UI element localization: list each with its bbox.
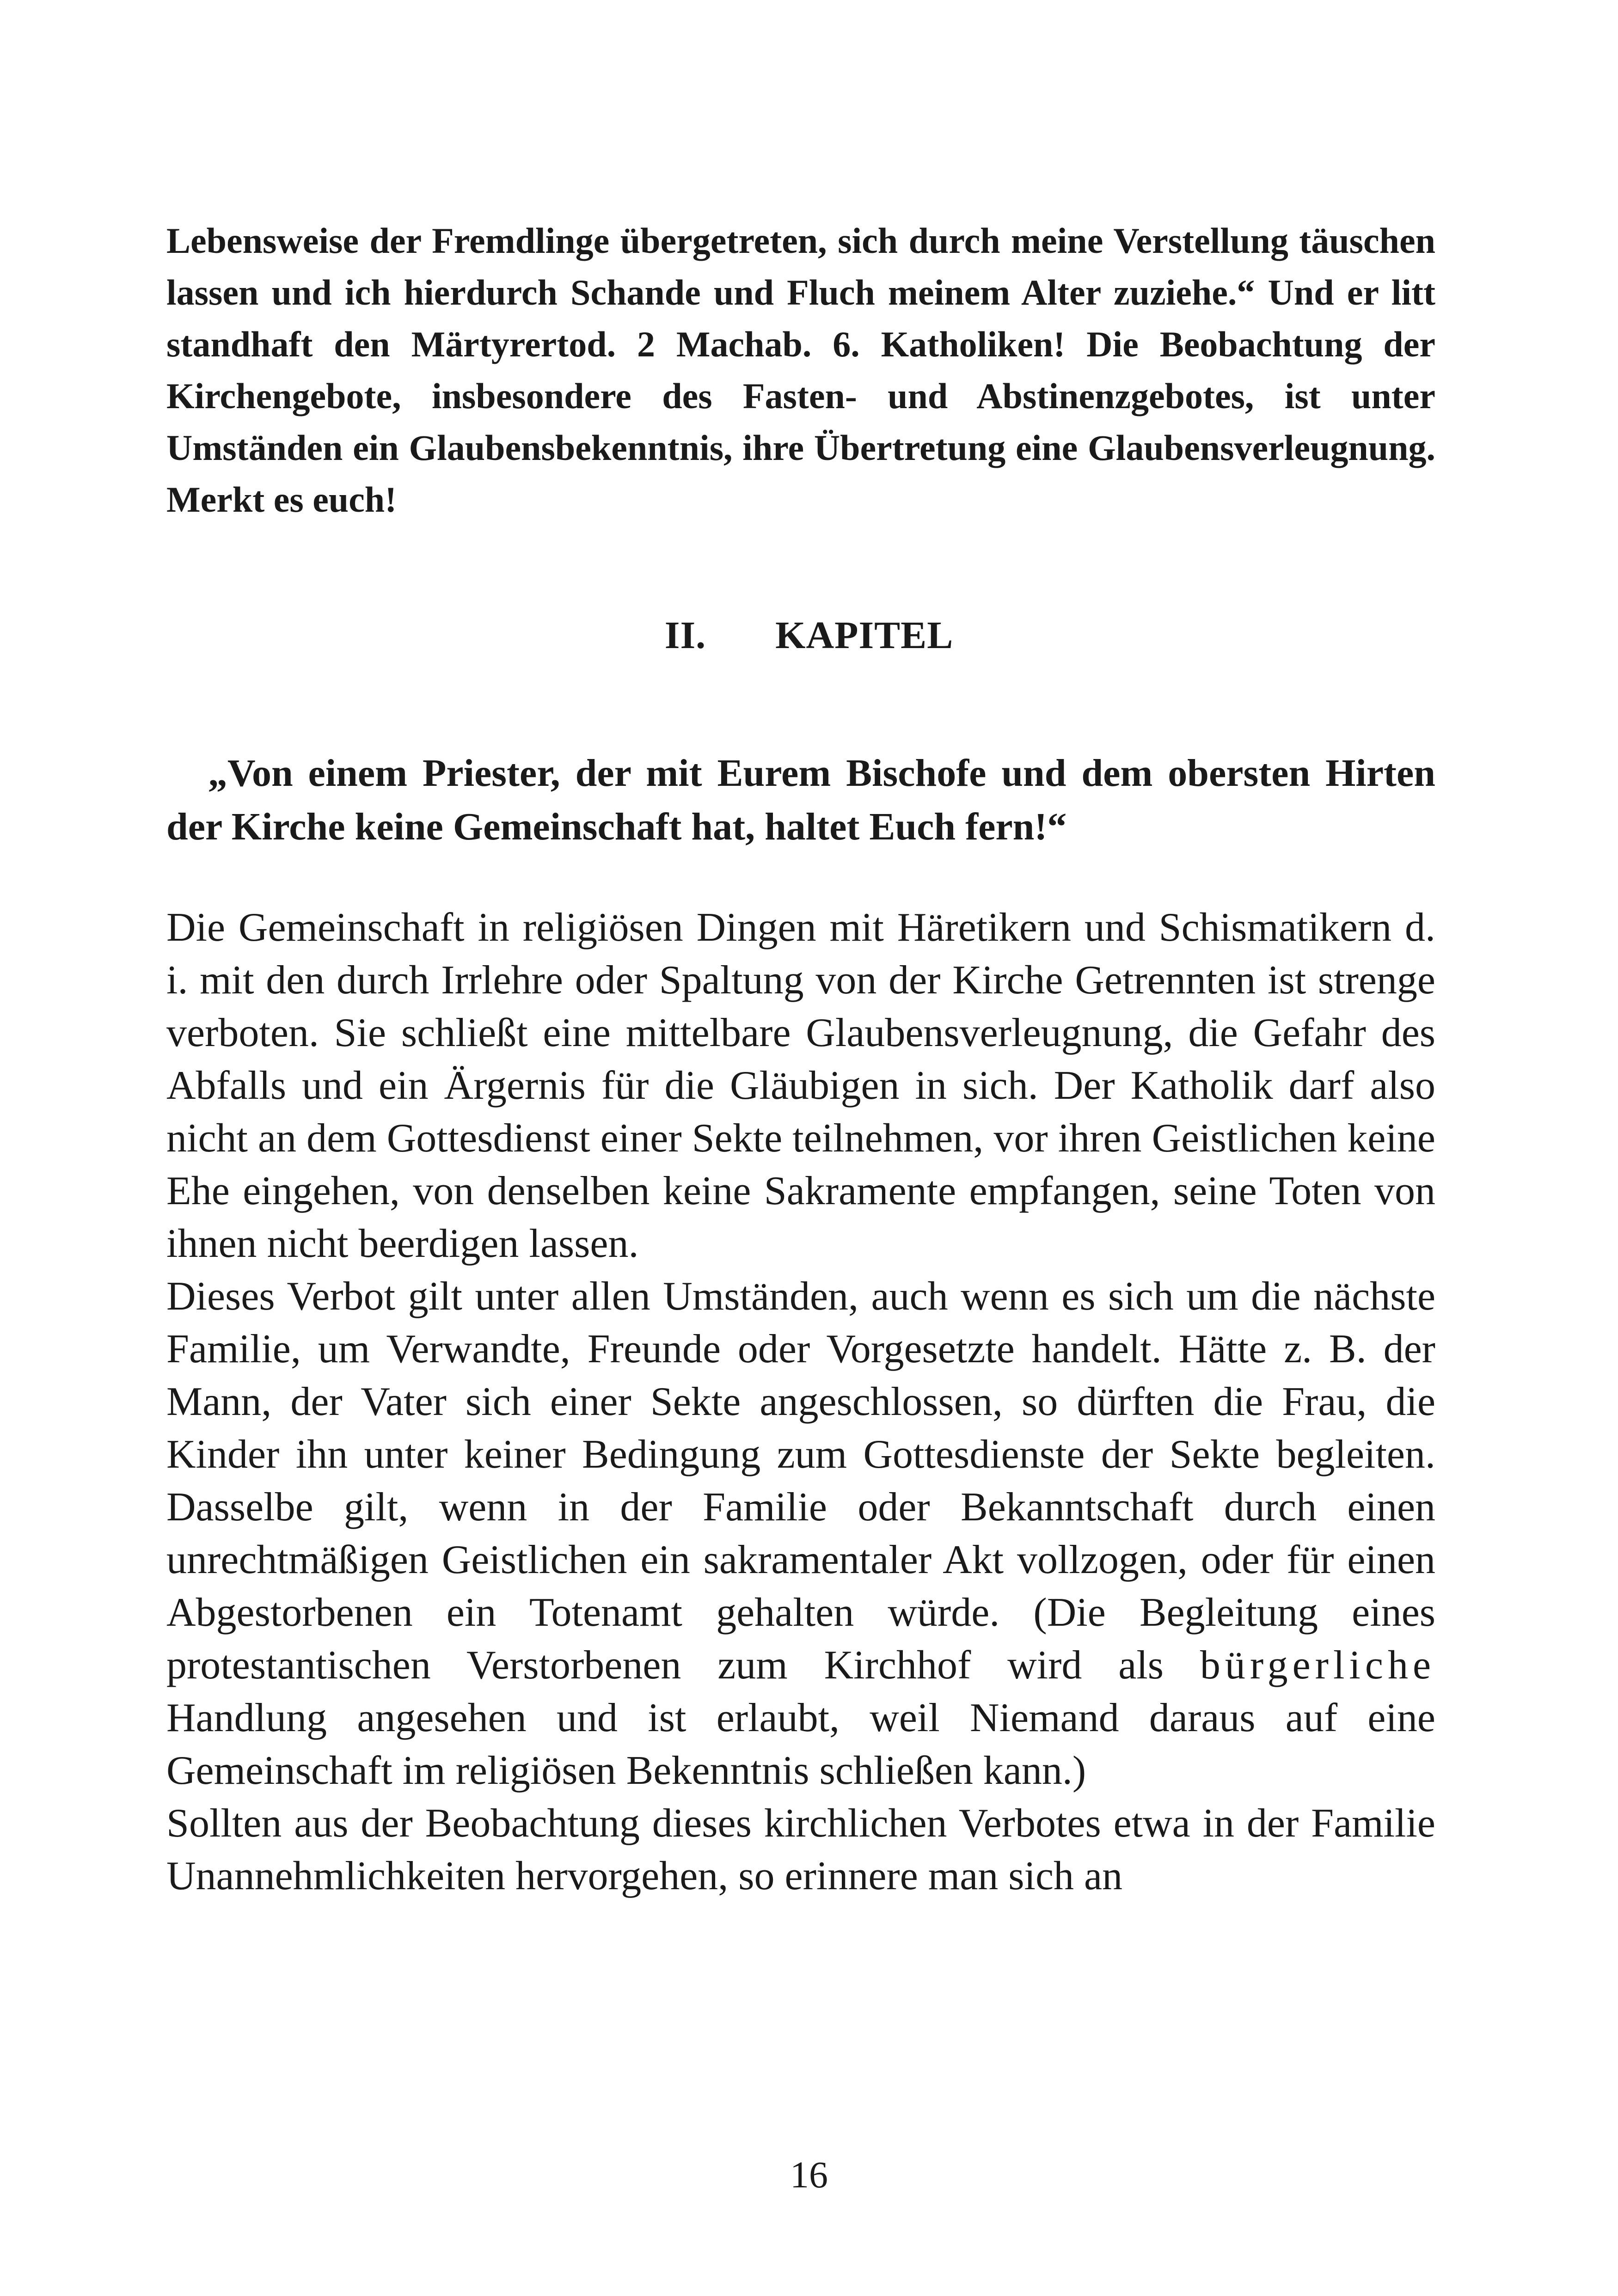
- chapter-number: II.: [664, 614, 706, 657]
- body-text: [166, 901, 1435, 1903]
- body-paragraph-2-part-1: Dieses Verbot gilt unter allen Umständen, auch wenn es sich um die nächste Familie, um Verwandte, Freunde oder Vorgesetzte handelt. Hätte z. B. der Mann, der Vater sich einer Sekte angeschlossen, so dürften die Frau, die Kinder ihn unter keiner Bedingung zum Gottesdienste der Sekte begleiten. Dasselbe gilt, wenn in der Familie oder Bekanntschaft durch einen unrechtmäßigen Geistlichen ein sakramentaler Akt vollzogen, oder für einen Abgestorbenen ein Totenamt gehalten würde. (Die Begleitung eines protestantischen Verstorbenen zum Kirchhof wird als: [166, 1274, 1435, 1688]
- body-paragraph-2: [166, 1270, 1435, 1797]
- page-number: 16: [790, 2154, 828, 2196]
- chapter-motto: [166, 747, 1435, 854]
- intro-text: Lebensweise der Fremdlinge übergetreten, sich durch meine Verstellung täuschen lassen und ich hierdurch Schande und Fluch meinem Alter zuziehe.“ Und er litt standhaft den Märtyrertod. 2 Machab. 6. Katholiken! Die Beobachtung der Kirchengebote, insbesondere des Fasten- und Abstinenzgebotes, ist unter Umständen ein Glaubensbekenntnis, ihre Übertretung eine Glaubensverleugnung. Merkt es euch!: [166, 220, 1435, 520]
- body-paragraph-2-part-2: Handlung angesehen und ist erlaubt, weil Niemand daraus auf eine Gemeinschaft im religiösen Bekenntnis schließen kann.): [166, 1696, 1435, 1793]
- chapter-heading: [0, 610, 1618, 661]
- body-paragraph-1: Die Gemeinschaft in religiösen Dingen mit Häretikern und Schismatikern d. i. mit den durch Irrlehre oder Spaltung von der Kirche Getrennten ist strenge verboten. Sie schließt eine mittelbare Glaubensverleugnung, die Gefahr des Abfalls und ein Ärgernis für die Gläubigen in sich. Der Katholik darf also nicht an dem Gottesdienst einer Sekte teilnehmen, vor ihren Geistlichen keine Ehe eingehen, von denselben keine Sakramente empfangen, seine Toten von ihnen nicht beerdigen lassen.: [166, 905, 1435, 1266]
- chapter-title: KAPITEL: [775, 614, 954, 657]
- emphasized-word: bürgerliche: [1200, 1643, 1435, 1688]
- body-paragraph-3: Sollten aus der Beobachtung dieses kirchlichen Verbotes etwa in der Familie Unannehmlichkeiten hervorgehen, so erinnere man sich an: [166, 1801, 1435, 1898]
- intro-paragraph: [166, 215, 1435, 526]
- motto-text: „Von einem Priester, der mit Eurem Bischofe und dem obersten Hirten der Kirche keine Gemeinschaft hat, haltet Euch fern!“: [166, 752, 1435, 848]
